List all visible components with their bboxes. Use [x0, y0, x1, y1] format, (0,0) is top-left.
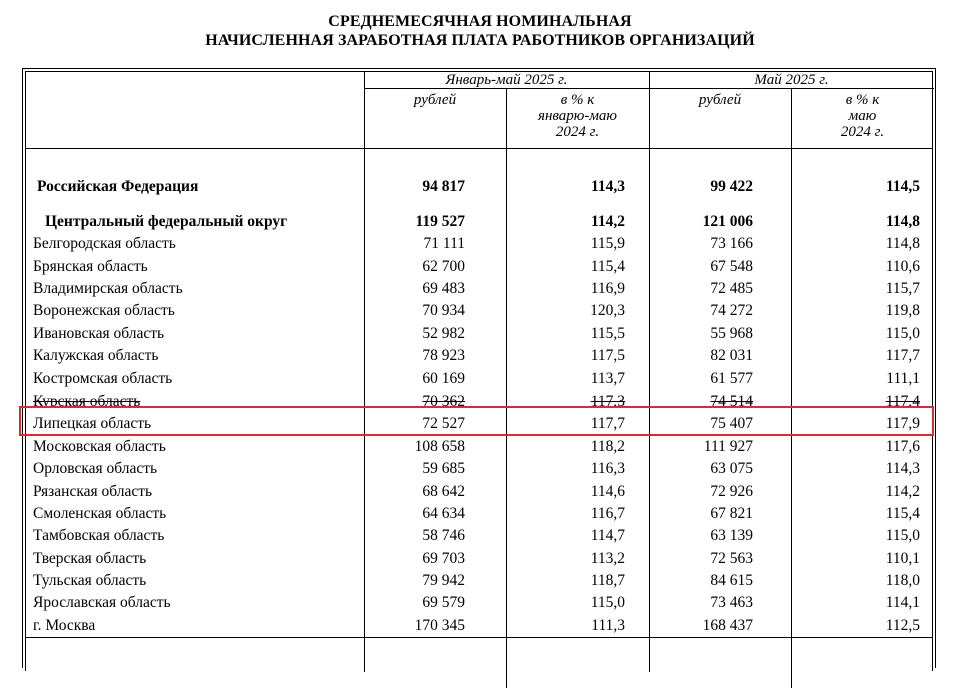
- region-name: Тверская область: [33, 550, 147, 567]
- cell-m-rub: 82 031: [710, 347, 753, 364]
- cell-m-rub: 72 485: [710, 280, 753, 297]
- cell-m-pct: 119,8: [885, 302, 920, 319]
- cell-jm-pct: 118,2: [590, 438, 625, 455]
- region-name: Владимирская область: [33, 280, 183, 297]
- cell-jm-pct: 114,2: [590, 213, 625, 230]
- cell-jm-rub: 119 527: [415, 213, 465, 230]
- col-header-pct-2-line: 2024 г.: [840, 124, 885, 140]
- cell-jm-pct: 113,7: [590, 370, 625, 387]
- col-header-pct-1-line: январю-маю: [537, 108, 618, 124]
- table-row: [25, 436, 933, 458]
- table-row: [25, 345, 933, 367]
- region-name: Курская область: [33, 393, 141, 408]
- cell-m-pct: 111,1: [886, 370, 920, 387]
- col-header-rub-2: рублей: [698, 92, 742, 108]
- cell-m-pct: 117,4: [885, 393, 920, 408]
- table-row: [25, 278, 933, 300]
- cell-jm-pct: 111,3: [591, 617, 625, 634]
- cell-jm-pct: 120,3: [590, 302, 625, 319]
- cell-m-pct: 117,9: [885, 415, 920, 432]
- col-header-pct-1-line: 2024 г.: [555, 124, 600, 140]
- cell-m-pct: 114,8: [885, 213, 920, 230]
- table-row: [25, 570, 933, 592]
- cell-m-pct: 110,1: [885, 550, 920, 567]
- col-header-rub-1: рублей: [413, 92, 457, 108]
- document-title: [0, 12, 960, 50]
- region-name: Калужская область: [33, 347, 159, 364]
- group-header-divider: [364, 88, 934, 89]
- table-row-russia: [25, 176, 933, 198]
- cell-jm-pct: 115,9: [590, 235, 625, 252]
- cell-jm-pct: 116,7: [590, 505, 625, 522]
- region-name: Липецкая область: [33, 415, 152, 432]
- region-name: Московская область: [33, 438, 166, 455]
- cell-jm-pct: 118,7: [590, 572, 625, 589]
- cell-jm-rub: 59 685: [422, 460, 465, 477]
- cell-m-pct: 115,0: [885, 527, 920, 544]
- cell-jm-rub: 68 642: [422, 483, 465, 500]
- cell-m-pct: 114,2: [885, 483, 920, 500]
- cell-m-rub: 84 615: [710, 572, 753, 589]
- cell-m-rub: 74 514: [710, 393, 753, 408]
- cell-jm-rub: 94 817: [422, 178, 465, 195]
- cell-jm-rub: 52 982: [422, 325, 465, 342]
- cell-jm-rub: 79 942: [422, 572, 465, 589]
- cell-jm-rub: 78 923: [422, 347, 465, 364]
- table-row: [25, 548, 933, 570]
- table-row: [25, 615, 933, 637]
- cell-m-pct: 114,5: [885, 178, 920, 195]
- cell-jm-pct: 115,4: [590, 258, 625, 275]
- group-header-may: Май 2025 г.: [754, 72, 829, 88]
- region-name: Орловская область: [33, 460, 158, 477]
- title-line-2: НАЧИСЛЕННАЯ ЗАРАБОТНАЯ ПЛАТА РАБОТНИКОВ ОРГАНИЗАЦИЙ: [205, 32, 755, 49]
- table-row: [25, 233, 933, 255]
- table-row: [25, 323, 933, 345]
- cell-jm-rub: 60 169: [422, 370, 465, 387]
- region-name: Брянская область: [33, 258, 148, 275]
- cell-m-rub: 121 006: [702, 213, 753, 230]
- table-row: [25, 300, 933, 322]
- cell-m-rub: 63 139: [710, 527, 753, 544]
- cell-m-rub: 73 166: [710, 235, 753, 252]
- cell-m-pct: 114,1: [885, 594, 920, 611]
- cell-jm-pct: 117,7: [590, 415, 625, 432]
- region-name: Центральный федеральный округ: [45, 213, 288, 230]
- col-header-pct-2-line: маю: [848, 108, 877, 124]
- table-row: [25, 525, 933, 547]
- cell-jm-pct: 117,3: [590, 393, 625, 408]
- cell-jm-pct: 116,3: [590, 460, 625, 477]
- cell-jm-pct: 115,5: [590, 325, 625, 342]
- col-header-pct-1: [506, 92, 649, 140]
- col-header-pct-2-line: в % к: [845, 92, 880, 108]
- cell-jm-rub: 170 345: [414, 617, 465, 634]
- cell-m-rub: 99 422: [710, 178, 753, 195]
- region-name: Рязанская область: [33, 483, 153, 500]
- cell-jm-pct: 114,6: [590, 483, 625, 500]
- table-row: [25, 458, 933, 480]
- region-name: Российская Федерация: [37, 178, 199, 195]
- cell-m-pct: 115,7: [885, 280, 920, 297]
- cell-jm-rub: 71 111: [423, 235, 465, 252]
- cell-m-rub: 63 075: [710, 460, 753, 477]
- cell-jm-rub: 64 634: [422, 505, 465, 522]
- table-row-divider: [25, 637, 933, 638]
- cell-jm-rub: 69 703: [422, 550, 465, 567]
- col-header-pct-2: [791, 92, 934, 140]
- cell-jm-rub: 69 579: [422, 594, 465, 611]
- table-row: [25, 592, 933, 614]
- cell-m-rub: 55 968: [710, 325, 753, 342]
- cell-m-pct: 114,8: [885, 235, 920, 252]
- cell-jm-rub: 62 700: [422, 258, 465, 275]
- cell-m-pct: 118,0: [885, 572, 920, 589]
- region-name: Ивановская область: [33, 325, 165, 342]
- col-header-pct-1-line: в % к: [560, 92, 595, 108]
- cell-m-rub: 67 821: [710, 505, 753, 522]
- cell-m-rub: 72 563: [710, 550, 753, 567]
- cell-m-pct: 114,3: [885, 460, 920, 477]
- cell-jm-pct: 114,3: [590, 178, 625, 195]
- region-name: Костромская область: [33, 370, 173, 387]
- region-name: Тульская область: [33, 572, 147, 589]
- region-name: Ярославская область: [33, 594, 171, 611]
- cell-m-rub: 74 272: [710, 302, 753, 319]
- cell-m-pct: 117,6: [885, 438, 920, 455]
- group-header-jan-may: Январь-май 2025 г.: [445, 72, 568, 88]
- cell-jm-pct: 115,0: [590, 594, 625, 611]
- region-name: Воронежская область: [33, 302, 175, 319]
- cell-m-rub: 72 926: [710, 483, 753, 500]
- cell-jm-rub: 69 483: [422, 280, 465, 297]
- cell-jm-pct: 114,7: [590, 527, 625, 544]
- cell-m-rub: 67 548: [710, 258, 753, 275]
- cell-jm-rub: 70 362: [422, 393, 465, 408]
- cell-m-rub: 75 407: [710, 415, 753, 432]
- title-line-1: СРЕДНЕМЕСЯЧНАЯ НОМИНАЛЬНАЯ: [328, 13, 632, 30]
- cell-m-rub: 73 463: [710, 594, 753, 611]
- cell-m-pct: 117,7: [885, 347, 920, 364]
- cell-jm-rub: 108 658: [414, 438, 465, 455]
- cell-jm-pct: 117,5: [590, 347, 625, 364]
- cell-jm-rub: 58 746: [422, 527, 465, 544]
- region-name: Смоленская область: [33, 505, 167, 522]
- table-row-cfd: [25, 211, 933, 233]
- cell-m-pct: 115,0: [885, 325, 920, 342]
- region-name: Белгородская область: [33, 235, 176, 252]
- cell-m-pct: 110,6: [885, 258, 920, 275]
- cell-jm-pct: 116,9: [590, 280, 625, 297]
- table-row: [25, 256, 933, 278]
- highlight-box: [19, 406, 934, 436]
- region-name: г. Москва: [33, 617, 96, 634]
- cell-m-rub: 168 437: [702, 617, 753, 634]
- region-name: Тамбовская область: [33, 527, 165, 544]
- cell-jm-rub: 70 934: [422, 302, 465, 319]
- cell-m-pct: 112,5: [885, 617, 920, 634]
- cell-jm-rub: 72 527: [422, 415, 465, 432]
- cell-jm-pct: 113,2: [590, 550, 625, 567]
- cell-m-pct: 115,4: [885, 505, 920, 522]
- table-row: [25, 481, 933, 503]
- cell-m-rub: 61 577: [710, 370, 753, 387]
- table-row: [25, 368, 933, 390]
- table-row: [25, 503, 933, 525]
- cell-m-rub: 111 927: [703, 438, 753, 455]
- header-bottom-divider: [25, 148, 933, 149]
